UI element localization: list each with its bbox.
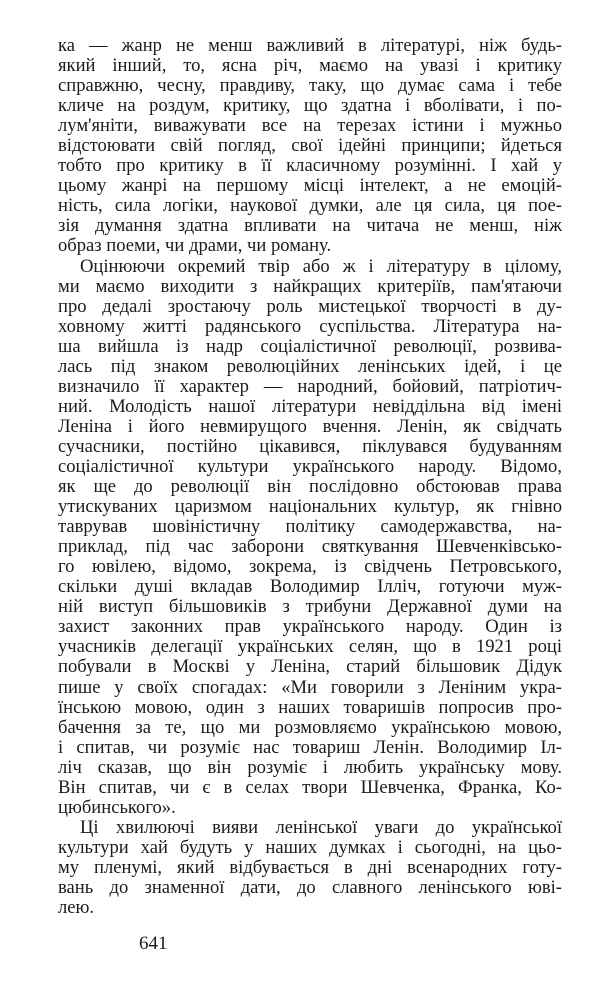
text-line: учасників делегації українських селян, що в 1921 році	[58, 636, 562, 658]
text-line: лум'яніти, виважувати все на терезах істини і мужньо	[58, 115, 562, 137]
text-line: скільки душі вкладав Володимир Ілліч, готуючи муж-	[58, 576, 562, 598]
text-line: утискуваних царизмом національних культур, як гнівно	[58, 496, 562, 518]
paragraph	[58, 257, 562, 818]
text-line: кличе на роздум, критику, що здатна і вболівати, і по-	[58, 95, 562, 117]
text-line: захист законних прав українського народу. Один із	[58, 616, 562, 638]
text-line: тобто про критику в її класичному розумінні. І хай у	[58, 155, 562, 177]
text-line: і спитав, чи розуміє нас товариш Ленін. Володимир Іл-	[58, 736, 562, 758]
text-line: вань до знаменної дати, до славного ленінського юві-	[58, 876, 562, 898]
text-line: ша вийшла із надр соціалістичної революції, розвива-	[58, 335, 562, 357]
text-line: ховному житті радянського суспільства. Література на-	[58, 315, 562, 337]
text-line: Ці хвилюючі вияви ленінської уваги до української	[80, 816, 562, 838]
text-line: соціалістичної культури українського народу. Відомо,	[58, 455, 562, 477]
text-line: їнською мовою, один з наших товаришів попросив про-	[58, 696, 562, 718]
text-line: цьому жанрі на першому місці інтелект, а не емоцій-	[58, 175, 562, 197]
text-line: сучасники, постійно цікавився, піклувався будуванням	[58, 435, 562, 457]
text-line: про дедалі зростаючу роль мистецької творчості в ду-	[58, 295, 562, 317]
text-line: лею.	[58, 897, 95, 919]
text-line: ми маємо виходити з найкращих критеріїв, пам'ятаючи	[58, 275, 562, 297]
text-line: лась під знаком революційних ленінських ідей, і це	[58, 355, 562, 377]
text-line: таврував шовіністичну політику самодержавства, на-	[58, 516, 562, 538]
text-line: визначило її характер — народний, бойовий, патріотич-	[58, 375, 562, 397]
text-line: му пленумі, який відбувається в дні всенародних готу-	[58, 856, 562, 878]
page-body	[58, 36, 562, 918]
text-line: ний. Молодість нашої літератури невіддільна від імені	[58, 395, 562, 417]
text-line: ліч сказав, що він розуміє і любить українську мову.	[58, 756, 562, 778]
paragraph	[58, 36, 562, 257]
text-line: бачення за те, що ми розмовляємо українською мовою,	[58, 716, 562, 738]
text-line: зія думання здатна впливати на читача не менш, ніж	[58, 215, 562, 237]
page-number: 641	[139, 933, 168, 954]
paragraph	[58, 818, 562, 918]
text-line: як ще до революції він послідовно обстоював права	[58, 476, 562, 498]
text-line: справжню, чесну, правдиву, таку, що думає сама і тебе	[58, 75, 562, 97]
text-line: культури хай будуть у наших думках і сьогодні, на цьо-	[58, 836, 562, 858]
text-line: побували в Москві у Леніна, старий більшовик Дідук	[58, 656, 562, 678]
text-line: Він спитав, чи є в селах твори Шевченка, Франка, Ко-	[58, 776, 562, 798]
text-line: Леніна і його невмирущого вчення. Ленін, як свідчать	[58, 415, 562, 437]
text-line: який інший, то, ясна річ, маємо на увазі і критику	[58, 55, 562, 77]
text-line: образ поеми, чи драми, чи роману.	[58, 235, 332, 257]
text-line: Оцінюючи окремий твір або ж і літературу в цілому,	[80, 255, 562, 277]
text-line: пише у своїх спогадах: «Ми говорили з Леніним укра-	[58, 676, 562, 698]
text-line: ність, сила логіки, наукової думки, але ця сила, ця пое-	[58, 195, 562, 217]
text-line: го ювілею, відомо, зокрема, із свідчень Петровського,	[58, 556, 562, 578]
text-line: приклад, під час заборони святкування Шевченківсько-	[58, 536, 562, 558]
text-line: ній виступ більшовиків з трибуни Державної думи на	[58, 596, 562, 618]
text-line: відстоювати свій погляд, свої ідейні принципи; йдеться	[58, 135, 562, 157]
text-line: цюбинського».	[58, 796, 176, 818]
text-line: ка — жанр не менш важливий в літературі, ніж будь-	[58, 35, 562, 56]
